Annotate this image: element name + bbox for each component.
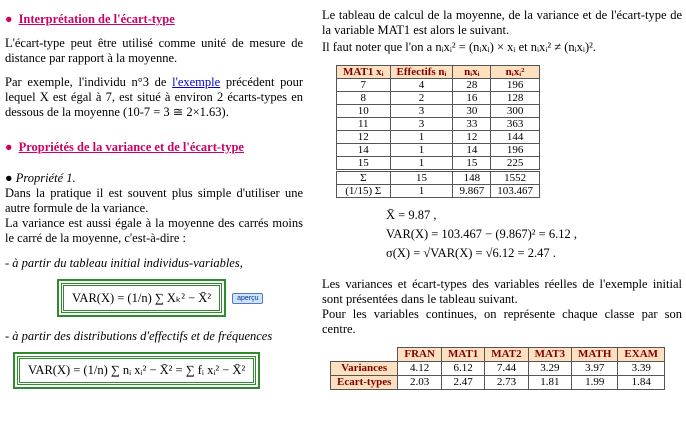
results-block bbox=[386, 206, 682, 263]
paragraph-example: Par exemple, l'individu n°3 de l'exemple précédent pour lequel X est égal à 7, est situé à environ 2 écarts-types en dessous de la moyenne (10-7 = 3 ≅ 2×1.63). bbox=[5, 75, 303, 119]
results-cell: 7.44 bbox=[485, 362, 528, 376]
paragraph-results: Les variances et écart-types des variables réelles de l'exemple initial sont présentées dans le tableau suivant. bbox=[322, 277, 682, 306]
results-cell: 1.81 bbox=[528, 376, 571, 390]
results-cell: 3.97 bbox=[572, 362, 618, 376]
paragraph-unit: L'écart-type peut être utilisé comme unité de mesure de distance par rapport à la moyenne. bbox=[5, 36, 303, 65]
calc-cell: 14 bbox=[337, 144, 391, 157]
formula1-box bbox=[57, 279, 226, 317]
calc-cell: Σ bbox=[337, 171, 391, 185]
results-header: EXAM bbox=[618, 348, 665, 362]
calc-cell: 300 bbox=[491, 105, 540, 118]
calc-table bbox=[336, 65, 540, 198]
calc-cell: 128 bbox=[491, 92, 540, 105]
property-title: ● Propriété 1. bbox=[5, 171, 76, 185]
calc-cell: 1 bbox=[390, 185, 453, 198]
calc-header: Effectifs nᵢ bbox=[390, 66, 453, 79]
calc-cell: 15 bbox=[337, 157, 391, 171]
results-cell: 3.29 bbox=[528, 362, 571, 376]
calc-sum-row bbox=[337, 171, 540, 185]
calc-cell: (1/15) Σ bbox=[337, 185, 391, 198]
calc-cell: 16 bbox=[453, 92, 491, 105]
case-initial-table: - à partir du tableau initial individus-variables, bbox=[5, 256, 243, 270]
calc-cell: 3 bbox=[390, 118, 453, 131]
calc-cell: 148 bbox=[453, 171, 491, 185]
calc-cell: 14 bbox=[453, 144, 491, 157]
results-cell: 3.39 bbox=[618, 362, 665, 376]
result-mean: X̄ = 9.87 , bbox=[386, 208, 437, 222]
calc-cell: 196 bbox=[491, 144, 540, 157]
calc-cell: 225 bbox=[491, 157, 540, 171]
calc-cell: 15 bbox=[453, 157, 491, 171]
results-table bbox=[330, 347, 665, 390]
calc-cell: 9.867 bbox=[453, 185, 491, 198]
paragraph-practice: Dans la pratique il est souvent plus simple d'utiliser une autre formule de la variance. bbox=[5, 186, 303, 215]
calc-cell: 8 bbox=[337, 92, 391, 105]
calc-mean-row bbox=[337, 185, 540, 198]
calc-cell: 1552 bbox=[491, 171, 540, 185]
results-cell: 4.12 bbox=[398, 362, 442, 376]
results-cell: 2.03 bbox=[398, 376, 442, 390]
calc-cell: 1 bbox=[390, 157, 453, 171]
paragraph-calc-intro: Le tableau de calcul de la moyenne, de la variance et de l'écart-type de la variable MAT1 est alors le suivant. bbox=[322, 8, 682, 37]
example-link[interactable]: l'exemple bbox=[172, 75, 221, 89]
calc-cell: 12 bbox=[453, 131, 491, 144]
calc-cell: 3 bbox=[390, 105, 453, 118]
calc-row bbox=[337, 157, 540, 171]
calc-cell: 11 bbox=[337, 118, 391, 131]
right-column bbox=[322, 8, 682, 390]
calc-body bbox=[337, 79, 540, 198]
results-cell: 2.73 bbox=[485, 376, 528, 390]
results-row bbox=[331, 376, 665, 390]
paragraph-continuous: Pour les variables continues, on représente chaque classe par son centre. bbox=[322, 307, 682, 336]
calc-cell: 1 bbox=[390, 144, 453, 157]
calc-cell: 12 bbox=[337, 131, 391, 144]
calc-cell: 196 bbox=[491, 79, 540, 92]
results-header: MAT1 bbox=[441, 348, 484, 362]
results-header: MAT2 bbox=[485, 348, 528, 362]
calc-cell: 28 bbox=[453, 79, 491, 92]
calc-cell: 1 bbox=[390, 131, 453, 144]
calc-row bbox=[337, 92, 540, 105]
results-cell: 1.84 bbox=[618, 376, 665, 390]
formula1: VAR(X) = (1/n) ∑ Xₖ² − X̄² bbox=[61, 283, 222, 313]
results-row bbox=[331, 362, 665, 376]
calc-row bbox=[337, 131, 540, 144]
bullet-icon: ● bbox=[5, 140, 13, 154]
result-variance: VAR(X) = 103.467 − (9.867)² = 6.12 , bbox=[386, 227, 577, 241]
results-row-label: Variances bbox=[331, 362, 398, 376]
paragraph-variance-def: La variance est aussi égale à la moyenne des carrés moins le carré de la moyenne, c'est-à-dire : bbox=[5, 216, 303, 245]
calc-cell: 33 bbox=[453, 118, 491, 131]
calc-header: nᵢxᵢ² bbox=[491, 66, 540, 79]
results-cell: 2.47 bbox=[441, 376, 484, 390]
calc-cell: 144 bbox=[491, 131, 540, 144]
result-sd: σ(X) = √VAR(X) = √6.12 = 2.47 . bbox=[386, 246, 556, 260]
calc-cell: 7 bbox=[337, 79, 391, 92]
calc-cell: 10 bbox=[337, 105, 391, 118]
calc-header: nᵢxᵢ bbox=[453, 66, 491, 79]
formula1-row bbox=[57, 279, 303, 317]
left-column bbox=[5, 8, 303, 389]
calc-cell: 30 bbox=[453, 105, 491, 118]
section-heading-interpretation: ● Interprétation de l'écart-type bbox=[5, 12, 175, 26]
apercu-button[interactable]: aperçu bbox=[232, 293, 263, 304]
results-header: MATH bbox=[572, 348, 618, 362]
formula2-box bbox=[13, 352, 260, 389]
calc-cell: 2 bbox=[390, 92, 453, 105]
results-header-row bbox=[331, 348, 665, 362]
note-formula: Il faut noter que l'on a nᵢxᵢ² = (nᵢxᵢ) × xᵢ et nᵢxᵢ² ≠ (nᵢxᵢ)². bbox=[322, 40, 596, 54]
formula2: VAR(X) = (1/n) ∑ nᵢ xᵢ² − X̄² = ∑ fᵢ xᵢ² − X̄² bbox=[17, 356, 256, 385]
results-cell: 1.99 bbox=[572, 376, 618, 390]
results-cell: 6.12 bbox=[441, 362, 484, 376]
calc-header: MAT1 xᵢ bbox=[337, 66, 391, 79]
results-header: MAT3 bbox=[528, 348, 571, 362]
calc-cell: 4 bbox=[390, 79, 453, 92]
section-heading-properties: ● Propriétés de la variance et de l'écart-type bbox=[5, 140, 244, 154]
calc-row bbox=[337, 105, 540, 118]
small-bullet-icon: ● bbox=[5, 171, 13, 185]
calc-cell: 103.467 bbox=[491, 185, 540, 198]
calc-row bbox=[337, 144, 540, 157]
formula2-row bbox=[13, 352, 303, 389]
results-body bbox=[331, 362, 665, 390]
bullet-icon: ● bbox=[5, 12, 13, 26]
calc-cell: 363 bbox=[491, 118, 540, 131]
results-row-label: Ecart-types bbox=[331, 376, 398, 390]
calc-row bbox=[337, 118, 540, 131]
results-header bbox=[331, 348, 398, 362]
calc-header-row bbox=[337, 66, 540, 79]
results-header: FRAN bbox=[398, 348, 442, 362]
case-distributions: - à partir des distributions d'effectifs et de fréquences bbox=[5, 329, 273, 343]
calc-row bbox=[337, 79, 540, 92]
calc-cell: 15 bbox=[390, 171, 453, 185]
